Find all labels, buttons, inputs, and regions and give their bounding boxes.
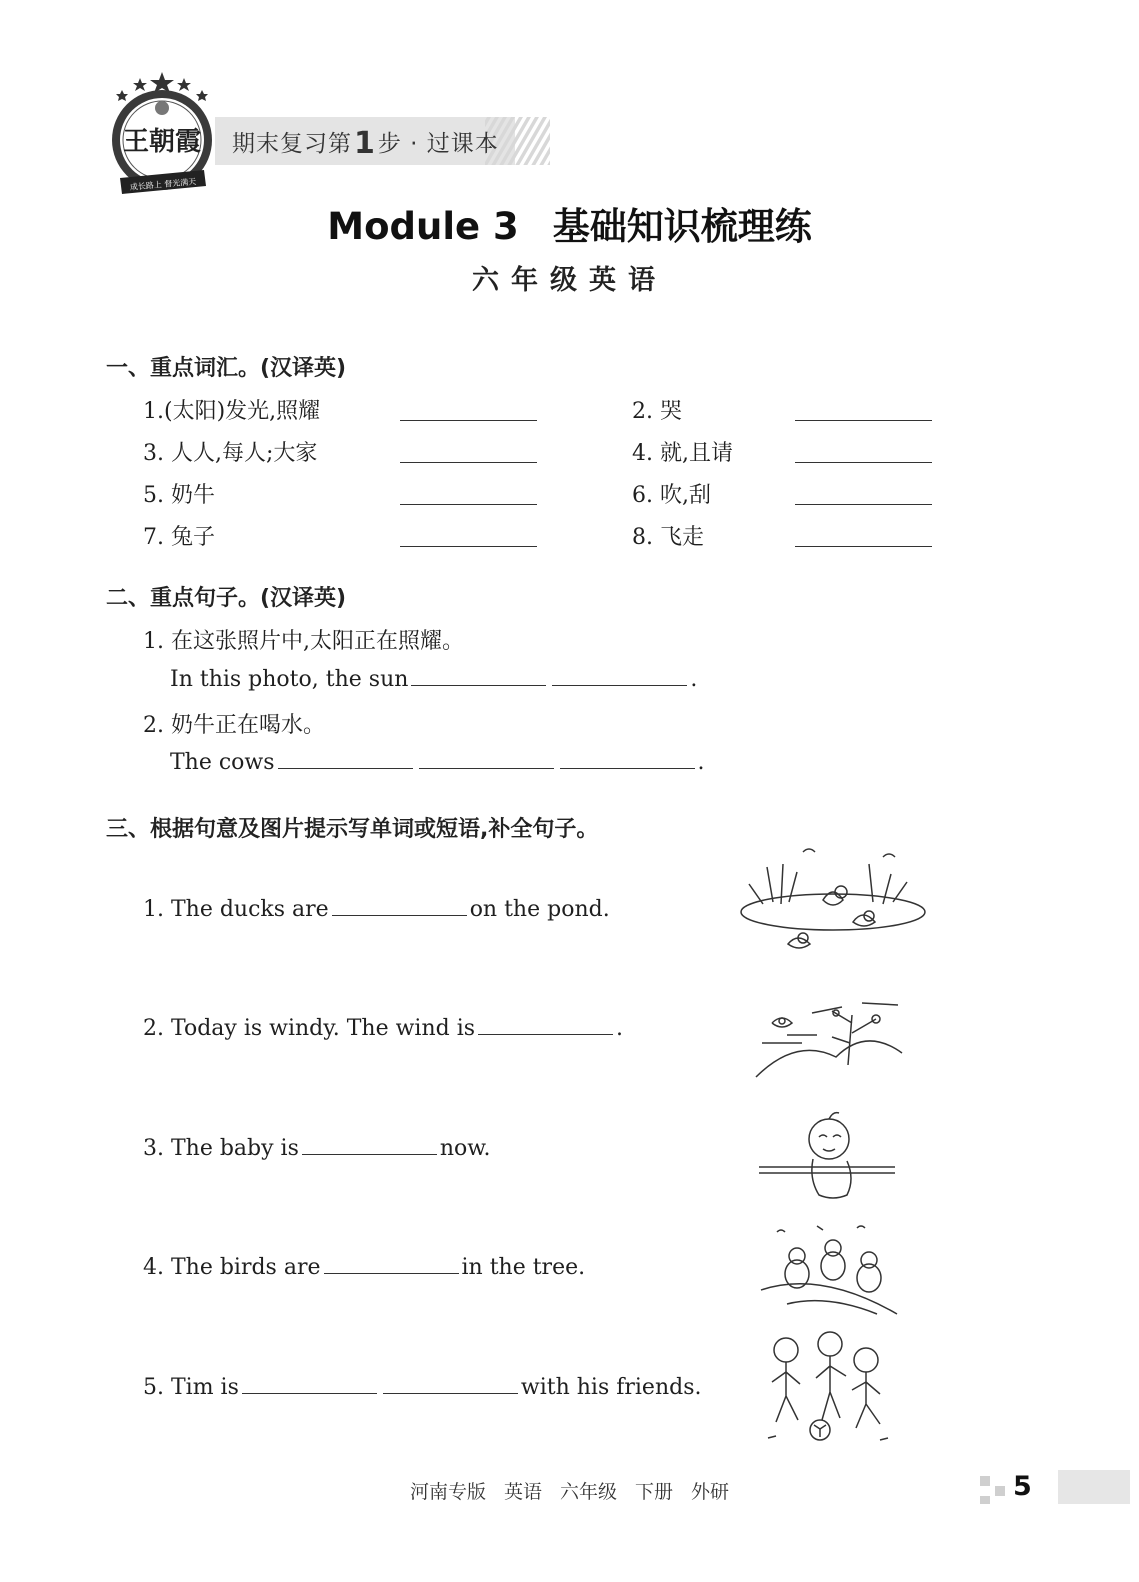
- vocab-item-3: 3. 人人,每人;大家: [143, 441, 318, 466]
- vocab-blank-2[interactable]: [795, 399, 932, 421]
- pq1-blank[interactable]: [332, 897, 467, 916]
- pq3-prefix: 3. The baby is: [143, 1136, 299, 1161]
- svg-text:王朝霞: 王朝霞: [122, 127, 202, 157]
- pq3-blank[interactable]: [302, 1136, 437, 1155]
- sentence1-chinese: 1. 在这张照片中,太阳正在照耀。: [143, 629, 464, 654]
- pq3-suffix: now.: [439, 1136, 491, 1161]
- sentence1-blank-2[interactable]: [552, 667, 687, 686]
- vocab-blank-3[interactable]: [400, 441, 537, 463]
- ducks-on-pond-picture: [733, 842, 929, 957]
- pq2-suffix: .: [616, 1016, 624, 1041]
- footer-subject: 英语: [503, 1481, 542, 1503]
- pq1-prefix: 1. The ducks are: [143, 897, 329, 922]
- boys-playing-football-picture: [764, 1330, 894, 1444]
- vocab-item-2: 2. 哭: [632, 399, 682, 424]
- section3-heading: 三、根据句意及图片提示写单词或短语,补全句子。: [106, 817, 599, 842]
- vocab-blank-6[interactable]: [795, 483, 932, 505]
- sentence1-prefix: In this photo, the sun: [170, 667, 409, 692]
- vocab-blank-7[interactable]: [400, 525, 537, 547]
- vocab-item-7: 7. 兔子: [143, 525, 215, 550]
- footer-edition-info: [0, 1477, 1139, 1504]
- pq2-prefix: 2. Today is windy. The wind is: [143, 1016, 476, 1041]
- brand-seal-logo: [102, 70, 222, 200]
- birds-in-tree-picture: [757, 1220, 901, 1324]
- vocab-blank-4[interactable]: [795, 441, 932, 463]
- sentence1-english: In this photo, the sun .: [170, 667, 698, 692]
- page-number: 5: [1013, 1471, 1032, 1502]
- picture-question-1: [143, 897, 610, 922]
- sentence1-blank-1[interactable]: [411, 667, 546, 686]
- page-subtitle: 六年级英语: [472, 265, 667, 296]
- banner-suffix: 步 · 过课本: [377, 131, 499, 157]
- picture-question-5: [143, 1375, 701, 1400]
- footer-volume: 下册: [635, 1481, 674, 1503]
- banner-step-number: 1: [354, 126, 376, 161]
- module-name: Module 3: [327, 205, 519, 248]
- section1-heading: 一、重点词汇。(汉译英): [106, 356, 347, 381]
- pq4-blank[interactable]: [324, 1255, 459, 1274]
- module-topic: 基础知识梳理练: [552, 205, 812, 248]
- footer-deco-square: [980, 1496, 990, 1504]
- picture-question-4: [143, 1255, 585, 1280]
- sentence2-blank-3[interactable]: [560, 750, 695, 769]
- section2-heading: 二、重点句子。(汉译英): [106, 586, 347, 611]
- vocab-blank-8[interactable]: [795, 525, 932, 547]
- pq5-blank-1[interactable]: [242, 1375, 377, 1394]
- footer-deco-square: [980, 1476, 990, 1486]
- footer-deco-square: [995, 1486, 1005, 1496]
- crying-baby-picture: [757, 1107, 897, 1199]
- footer-grade: 六年级: [559, 1481, 617, 1503]
- step-banner-text: [232, 125, 499, 161]
- picture-question-2: [143, 1016, 623, 1041]
- vocab-item-6: 6. 吹,刮: [632, 483, 711, 508]
- footer-publisher: 外研: [691, 1481, 730, 1503]
- sentence2-chinese: 2. 奶牛正在喝水。: [143, 713, 325, 738]
- svg-text:成长路上 督光满天: 成长路上 督光满天: [129, 177, 197, 192]
- pq5-blank-2[interactable]: [383, 1375, 518, 1394]
- vocab-item-5: 5. 奶牛: [143, 483, 215, 508]
- pq2-blank[interactable]: [478, 1016, 613, 1035]
- vocab-blank-5[interactable]: [400, 483, 537, 505]
- windy-tree-picture: [752, 993, 904, 1081]
- vocab-item-8: 8. 飞走: [632, 525, 704, 550]
- picture-question-3: [143, 1136, 491, 1161]
- pq1-suffix: on the pond.: [469, 897, 610, 922]
- pq4-suffix: in the tree.: [461, 1255, 586, 1280]
- pq5-suffix: with his friends.: [520, 1375, 702, 1400]
- banner-prefix: 期末复习第: [232, 131, 352, 157]
- sentence2-prefix: The cows: [170, 750, 275, 775]
- sentence2-blank-1[interactable]: [278, 750, 413, 769]
- footer-region: 河南专版: [409, 1481, 486, 1503]
- pq4-prefix: 4. The birds are: [143, 1255, 321, 1280]
- vocab-blank-1[interactable]: [400, 399, 537, 421]
- pq5-prefix: 5. Tim is: [143, 1375, 239, 1400]
- page-number-bar: [1058, 1470, 1130, 1504]
- sentence2-blank-2[interactable]: [419, 750, 554, 769]
- vocab-item-4: 4. 就,且请: [632, 441, 733, 466]
- page-title: [0, 196, 1139, 250]
- sentence2-english: The cows .: [170, 750, 705, 775]
- vocab-item-1: 1.(太阳)发光,照耀: [143, 399, 321, 424]
